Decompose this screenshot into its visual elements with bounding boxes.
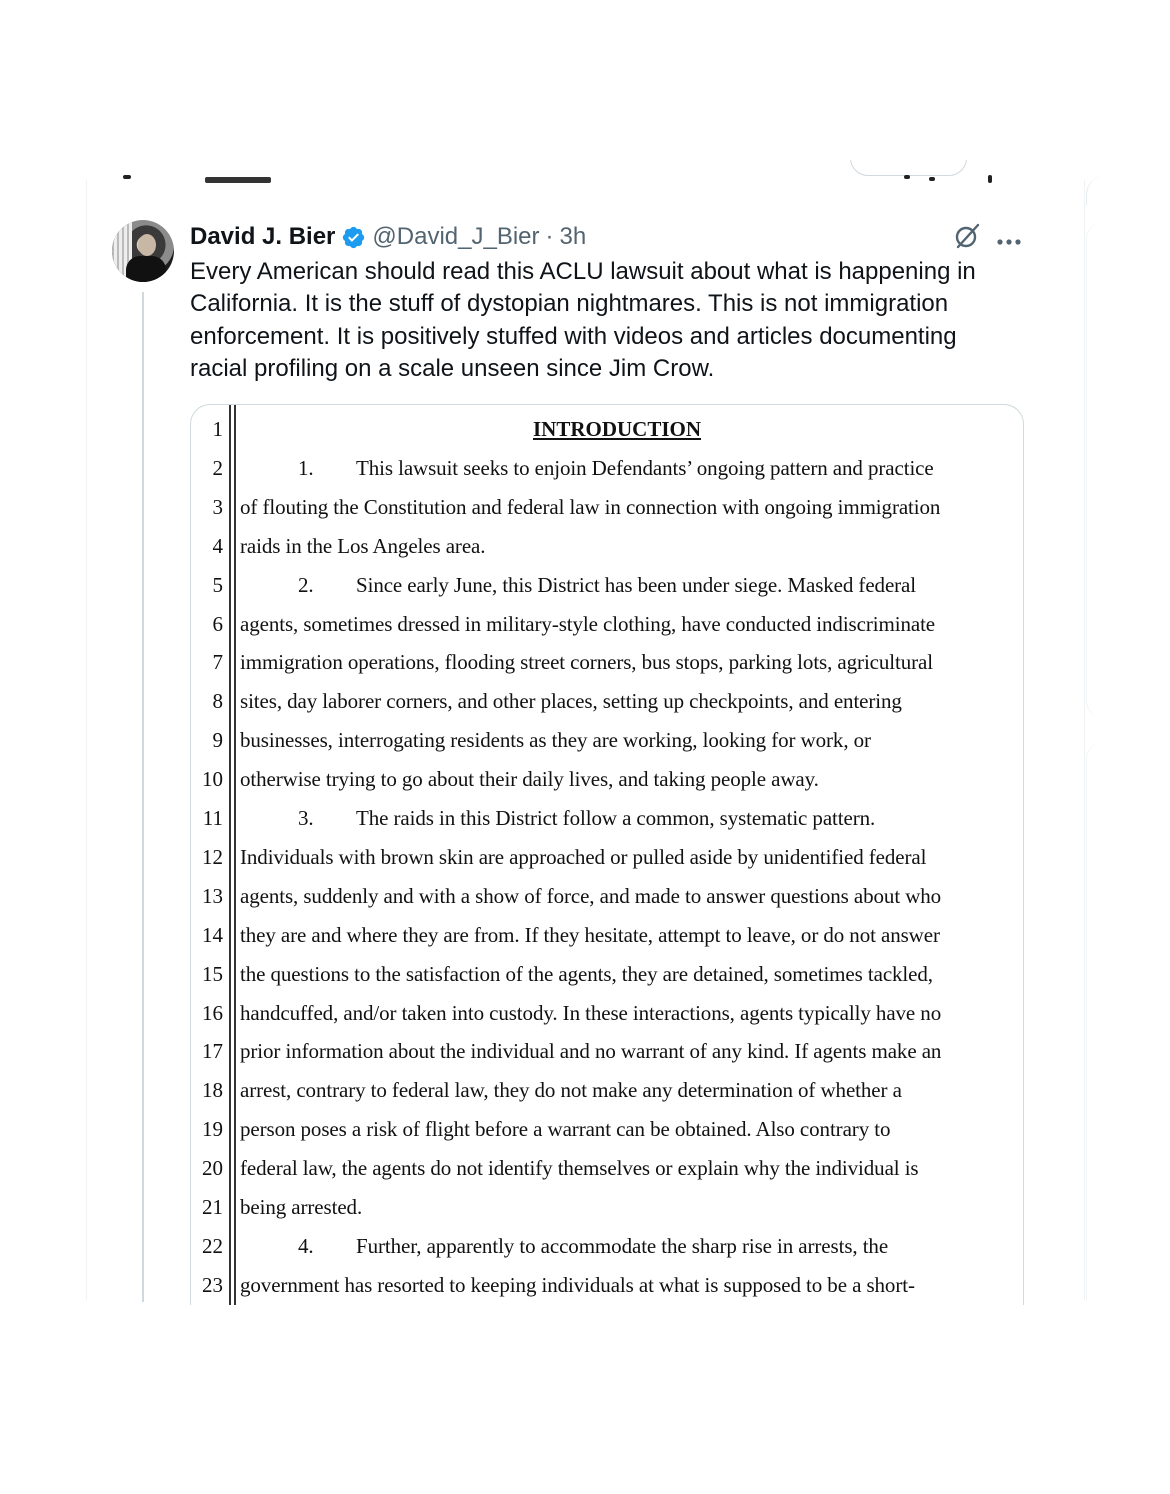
line-text (298, 449, 934, 488)
line-text (240, 994, 941, 1033)
document-line (191, 527, 1023, 566)
line-content: of flouting the Constitution and federal law in connection with ongoing immigration (240, 494, 941, 519)
line-content: handcuffed, and/or taken into custody. In these interactions, agents typically have no (240, 1000, 942, 1025)
line-number: 7 (212, 650, 223, 675)
line-text (240, 760, 819, 799)
post-header (190, 222, 586, 252)
more-icon[interactable] (996, 233, 1022, 251)
line-content: being arrested. (240, 1195, 363, 1219)
document-line (191, 1266, 1023, 1305)
document-image[interactable] (190, 404, 1024, 1305)
line-text (240, 1110, 890, 1149)
document-line (191, 1149, 1023, 1188)
document-line (191, 682, 1023, 721)
line-number: 4 (212, 533, 223, 558)
line-number: 22 (202, 1233, 223, 1258)
document-line (191, 877, 1023, 916)
line-number: 19 (202, 1117, 223, 1142)
line-number: 14 (202, 922, 223, 947)
line-number: 13 (202, 883, 223, 908)
line-number: 21 (202, 1195, 223, 1219)
line-text (240, 1071, 902, 1110)
document-line (191, 760, 1023, 799)
line-content: This lawsuit seeks to enjoin Defendants’ ongoing pattern and practice (356, 455, 934, 480)
document-line (191, 799, 1023, 838)
verified-badge-icon (341, 225, 366, 250)
paragraph-number: 4. (298, 1233, 314, 1258)
line-text (240, 488, 940, 527)
line-text (240, 1188, 362, 1227)
line-content: government has resorted to keeping individuals at what is supposed to be a short- (240, 1272, 915, 1297)
grok-icon[interactable] (953, 222, 981, 255)
line-number: 11 (202, 806, 223, 830)
line-content: they are and where they are from. If they hesitate, attempt to leave, or do not answer (240, 922, 940, 947)
line-content: otherwise trying to go about their daily lives, and taking people away. (240, 767, 819, 792)
paragraph-number: 2. (298, 572, 314, 597)
line-text (240, 643, 933, 682)
separator-dot: · (545, 223, 554, 250)
line-text (240, 877, 941, 916)
line-number: 17 (202, 1039, 223, 1064)
line-text (240, 721, 871, 760)
document-line (191, 838, 1023, 877)
line-number: 2 (212, 455, 223, 480)
document-line (191, 1032, 1023, 1071)
line-number: 10 (202, 767, 223, 792)
line-text (240, 838, 926, 877)
paragraph-number: 1. (298, 455, 314, 480)
line-content: Further, apparently to accommodate the sharp rise in arrests, the (356, 1233, 889, 1258)
line-text (298, 799, 875, 838)
line-content: agents, suddenly and with a show of force, and made to answer questions about who (240, 883, 942, 908)
line-number: 6 (212, 611, 223, 636)
line-content: sites, day laborer corners, and other places, setting up checkpoints, and entering (240, 689, 902, 714)
document-line (191, 1110, 1023, 1149)
avatar[interactable] (112, 220, 174, 282)
line-number: 3 (212, 494, 223, 519)
line-number: 5 (212, 572, 223, 597)
line-number: 18 (202, 1078, 223, 1103)
line-text (240, 916, 940, 955)
line-content: agents, sometimes dressed in military-style clothing, have conducted indiscriminate (240, 611, 936, 636)
line-text (240, 527, 485, 566)
document-line (191, 488, 1023, 527)
line-text (240, 1149, 919, 1188)
line-number: 12 (202, 844, 223, 869)
thread-line (142, 292, 144, 1302)
line-number: 20 (202, 1156, 223, 1181)
document-line (191, 721, 1023, 760)
paragraph-number: 3. (298, 806, 314, 830)
document-line (191, 643, 1023, 682)
column-border-right (1084, 180, 1085, 1300)
document-line (191, 1188, 1023, 1227)
line-number: 15 (202, 961, 223, 986)
line-content: person poses a risk of flight before a warrant can be obtained. Also contrary to (240, 1117, 891, 1142)
line-text (240, 605, 935, 644)
document-line (191, 994, 1023, 1033)
line-content: immigration operations, flooding street corners, bus stops, parking lots, agricultural (240, 650, 934, 675)
line-text (298, 566, 916, 605)
line-content: raids in the Los Angeles area. (240, 533, 486, 558)
author-name[interactable]: David J. Bier (190, 223, 336, 250)
clipped-header-remnant (0, 160, 1170, 185)
line-content: prior information about the individual and no warrant of any kind. If agents make an (240, 1039, 942, 1064)
document-line (191, 1227, 1023, 1266)
line-content: businesses, interrogating residents as they are working, looking for work, or (240, 728, 871, 753)
sidebar-card-edge (1086, 740, 1107, 1300)
line-text (240, 955, 933, 994)
line-text (240, 682, 902, 721)
document-line (191, 955, 1023, 994)
clipped-button (850, 160, 967, 176)
document-line (191, 410, 1023, 449)
line-text (240, 1266, 915, 1305)
document-line (191, 605, 1023, 644)
line-content: federal law, the agents do not identify themselves or explain why the individual is (240, 1156, 919, 1181)
document-line (191, 449, 1023, 488)
line-content: the questions to the satisfaction of the agents, they are detained, sometimes tackled, (240, 961, 933, 986)
document-line (191, 916, 1023, 955)
document-line (191, 566, 1023, 605)
line-number: 1 (212, 417, 223, 441)
line-number: 16 (202, 1000, 223, 1025)
author-handle[interactable]: @David_J_Bier (372, 223, 540, 250)
line-text (298, 1227, 888, 1266)
line-content: arrest, contrary to federal law, they do not make any determination of whether a (240, 1078, 902, 1103)
line-number: 9 (212, 728, 223, 753)
post-text: Every American should read this ACLU lawsuit about what is happening in California. It is the stuff of dystopian nightmares. This is not immigration enforcement. It is positively stuffed with videos and articles documenting racial profiling on a scale unseen since Jim Crow. (190, 258, 976, 382)
sidebar-card-edge (1086, 220, 1107, 720)
document-title: INTRODUCTION (533, 417, 702, 441)
column-border-left (86, 180, 87, 1300)
line-content: Since early June, this District has been under siege. Masked federal (356, 572, 917, 597)
line-number: 23 (202, 1272, 223, 1297)
document-line (191, 1071, 1023, 1110)
line-text (240, 1032, 941, 1071)
line-content: The raids in this District follow a common, systematic pattern. (356, 806, 876, 830)
post-time[interactable]: 3h (559, 223, 587, 250)
line-number: 8 (212, 689, 223, 714)
line-content: Individuals with brown skin are approached or pulled aside by unidentified federal (240, 844, 927, 869)
